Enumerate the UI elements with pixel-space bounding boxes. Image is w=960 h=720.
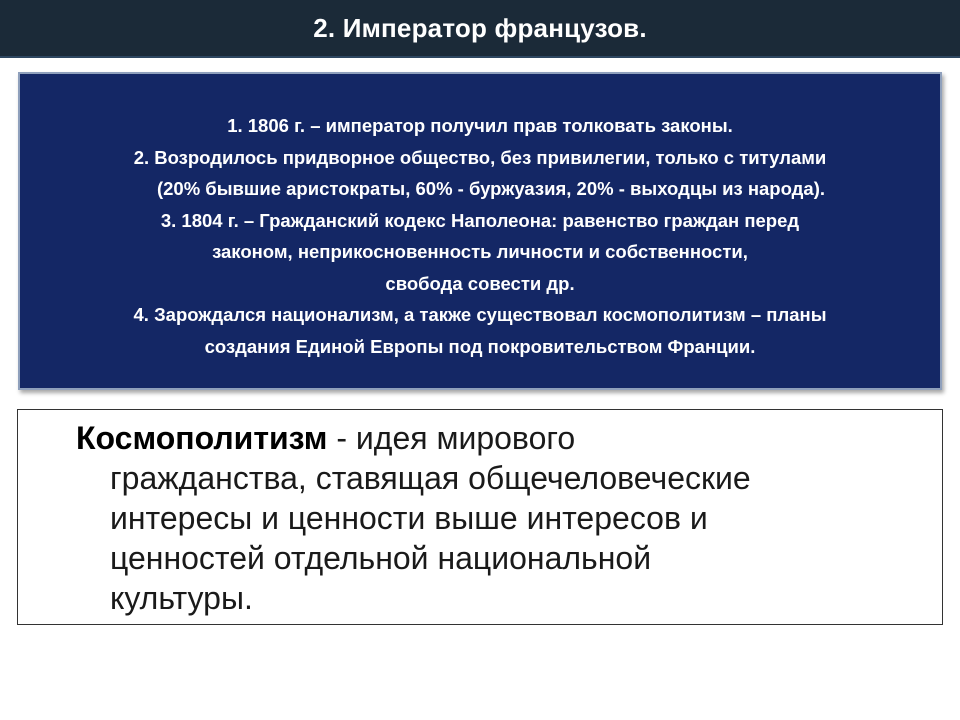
definition-term: Космополитизм — [76, 420, 328, 456]
point-line-6: свобода совести др. — [385, 272, 575, 294]
point-line-7: 4. Зарождался национализм, а также существовал космополитизм – планы — [133, 304, 827, 325]
definition-first-line — [76, 418, 942, 458]
point-line-3: (20% бывшие аристократы, 60% - буржуазия, 20% - выходцы из народа). — [156, 178, 825, 199]
key-points-box — [18, 72, 942, 390]
definition-line-2: гражданства, ставящая общечеловеческие — [110, 460, 751, 496]
definition-line-4: ценностей отдельной национальной — [110, 540, 652, 576]
title-bar — [0, 0, 960, 58]
point-line-1: 1. 1806 г. – император получил прав толковать законы. — [227, 115, 733, 136]
point-line-2: 2. Возродилось придворное общество, без привилегии, только с титулами — [133, 146, 827, 168]
point-line-4: 3. 1804 г. – Гражданский кодекс Наполеона: равенство граждан перед — [160, 209, 800, 231]
slide-title: 2. Император французов. — [313, 12, 647, 43]
definition-line-3: интересы и ценности выше интересов и — [110, 500, 708, 536]
definition-first-line-rest: - идея мирового — [327, 420, 576, 456]
definition-box — [17, 409, 943, 625]
point-line-5: законом, неприкосновенность личности и собственности, — [212, 241, 748, 262]
point-line-8: создания Единой Европы под покровительством Франции. — [204, 335, 756, 357]
definition-line-5: культуры. — [110, 580, 253, 616]
